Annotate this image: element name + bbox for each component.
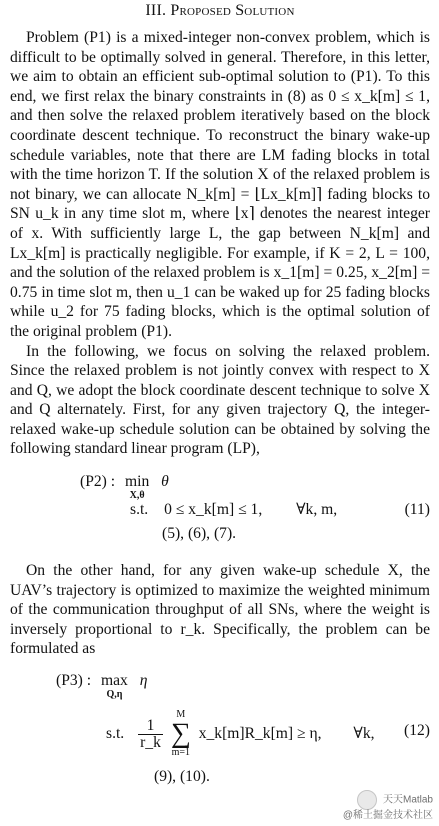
p3-label: (P3) : xyxy=(56,672,92,690)
summation xyxy=(171,709,191,759)
equation-11 xyxy=(10,468,430,550)
paragraph-2: In the following, we focus on solving the relaxed problem. Since the relaxed problem is not jointly convex with respect to X and Q, we adopt the block coordinate descent technique to solve X and Q alternately. First, for any given trajectory Q, the integer-relaxed wake-up schedule solution can be obtained by solving the following standard linear program (LP), xyxy=(10,342,430,458)
equation-12 xyxy=(10,671,430,791)
paper-page xyxy=(10,0,430,802)
min-subscript: X,θ xyxy=(129,489,145,501)
min-text: min xyxy=(125,473,150,491)
sum-lower: m=1 xyxy=(171,747,190,759)
p3-extra-constraints: (9), (10). xyxy=(154,768,210,786)
p2-st: s.t. xyxy=(130,501,149,519)
p3-max-operator xyxy=(101,671,128,704)
fraction-denominator: r_k xyxy=(140,733,161,751)
max-text: max xyxy=(101,672,128,690)
paragraph-3: On the other hand, for any given wake-up schedule X, the UAV’s trajectory is optimized to maximize the weighted minimum of the communication throughput of all SNs, where the weight is inversely proportional to r_k. Specifically, the problem can be formulated as xyxy=(10,562,430,658)
p3-objective: η xyxy=(139,672,148,690)
wechat-logo-icon xyxy=(357,790,377,810)
p3-label-row xyxy=(56,671,148,704)
p2-extra-constraints: (5), (6), (7). xyxy=(162,525,237,543)
watermark-line2: @稀土掘金技术社区 xyxy=(342,810,433,821)
sigma-icon: ∑ xyxy=(170,718,191,750)
p2-constraint: 0 ≤ x_k[m] ≤ 1, xyxy=(164,501,263,519)
p3-st: s.t. xyxy=(106,725,125,743)
eq11-number: (11) xyxy=(404,501,430,519)
p3-constraint-row xyxy=(106,709,375,759)
eq12-number: (12) xyxy=(404,722,430,740)
watermark xyxy=(343,790,433,822)
max-subscript: Q,η xyxy=(106,688,123,700)
p3-fraction xyxy=(138,718,163,751)
p2-constraint-row xyxy=(130,500,337,520)
p2-objective: θ xyxy=(161,473,169,491)
p2-label: (P2) : xyxy=(80,473,116,491)
section-title: III. Proposed Solution xyxy=(145,2,295,19)
p3-forall: ∀k, xyxy=(353,725,375,743)
sum-upper: M xyxy=(176,709,186,721)
p2-forall: ∀k, m, xyxy=(296,501,338,519)
fraction-numerator: 1 xyxy=(138,718,163,735)
paragraph-1: Problem (P1) is a mixed-integer non-convex problem, which is difficult to be optimally solved in general. Therefore, in this letter, we aim to obtain an efficient sub-optimal solution to (P1). To this end, we first relax the binary constraints in (8) as 0 ≤ x_k[m] ≤ 1, and then solve the relaxed problem iteratively based on the block coordinate descent technique. To reconstruct the binary wake-up schedule variables, note that there are LM fading blocks in total with the time horizon T. If the solution X of the relaxed problem is not binary, we can allocate N_k[m] = ⌊Lx_k[m]⌉ fading blocks to SN u_k in any time slot m, where ⌊x⌉ denotes the nearest integer of x. With sufficiently large L, the gap between N_k[m] and Lx_k[m] is practically negligible. For example, if K = 2, L = 100, and the solution of the relaxed problem is x_1[m] = 0.25, x_2[m] = 0.75 in time slot m, then u_1 can be waked up for 25 fading blocks while u_2 for 75 fading blocks, which is the optimal solution of the original problem (P1). xyxy=(10,29,430,340)
p3-constraint-body: x_k[m]R_k[m] ≥ η, xyxy=(198,725,322,743)
watermark-line1: 天天Matlab xyxy=(382,794,433,806)
